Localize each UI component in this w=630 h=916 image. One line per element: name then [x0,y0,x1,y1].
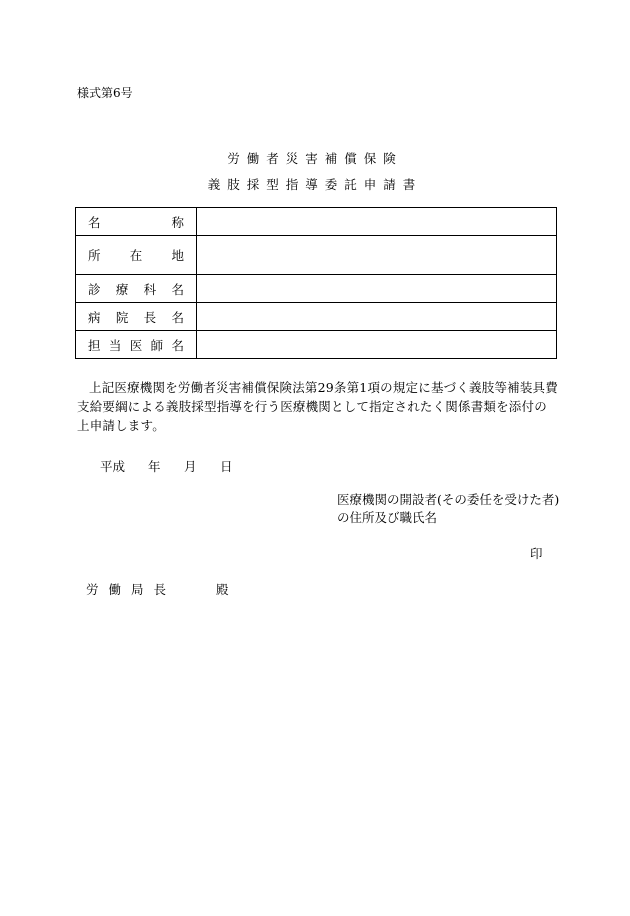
table-row-department [76,275,557,303]
application-statement: 上記医療機関を労働者災害補償保険法第29条第1項の規定に基づく義肢等補装具費支給要綱による義肢採型指導を行う医療機関として指定されたく関係書類を添付の上申請します。 [77,380,558,433]
label-char: 病 [88,309,101,325]
label-char: 院 [115,309,129,325]
label-char: 名 [88,214,101,230]
label-name [76,208,197,236]
table-row-director [76,303,557,331]
value-doctor[interactable] [197,331,557,359]
label-char: 師 [150,337,164,353]
label-char: 当 [108,337,122,353]
applicant-label-line1: 医療機関の開設者(その委任を受けた者) [337,492,560,507]
label-char: 名 [171,281,184,297]
label-char: 医 [129,337,143,353]
document-title-line2: 義肢採型指導委託申請書 [207,177,423,192]
date-month: 月 [184,459,197,474]
date-day: 日 [220,459,233,474]
label-char: 名 [171,309,184,325]
table-row-name [76,208,557,236]
value-name[interactable] [197,208,557,236]
label-char: 在 [129,248,143,263]
label-char: 長 [143,309,157,325]
value-director[interactable] [197,303,557,331]
label-char: 科 [143,281,157,297]
table-row-address [76,236,557,275]
table-row-doctor [76,331,557,359]
label-char: 診 [88,281,101,297]
label-char: 地 [171,248,184,263]
applicant-label-line2: の住所及び職氏名 [337,510,438,525]
seal-mark: 印 [530,546,543,561]
label-char: 担 [88,337,101,353]
date-era: 平成 [100,459,126,474]
facility-info-table [75,207,557,359]
value-department[interactable] [197,275,557,303]
document-title-line1: 労働者災害補償保険 [227,151,403,166]
date-year: 年 [148,459,161,474]
date-line [100,457,233,475]
addressee-honorific: 殿 [216,582,229,597]
addressee-office: 労働局長 [86,582,177,597]
label-char: 所 [88,248,101,263]
label-director [76,303,197,331]
label-doctor [76,331,197,359]
addressee [86,580,229,598]
label-address [76,236,197,275]
label-department [76,275,197,303]
label-char: 名 [171,337,184,353]
form-number: 様式第6号 [77,86,133,100]
value-address[interactable] [197,236,557,275]
label-char: 療 [115,281,129,297]
label-char: 称 [171,214,184,230]
